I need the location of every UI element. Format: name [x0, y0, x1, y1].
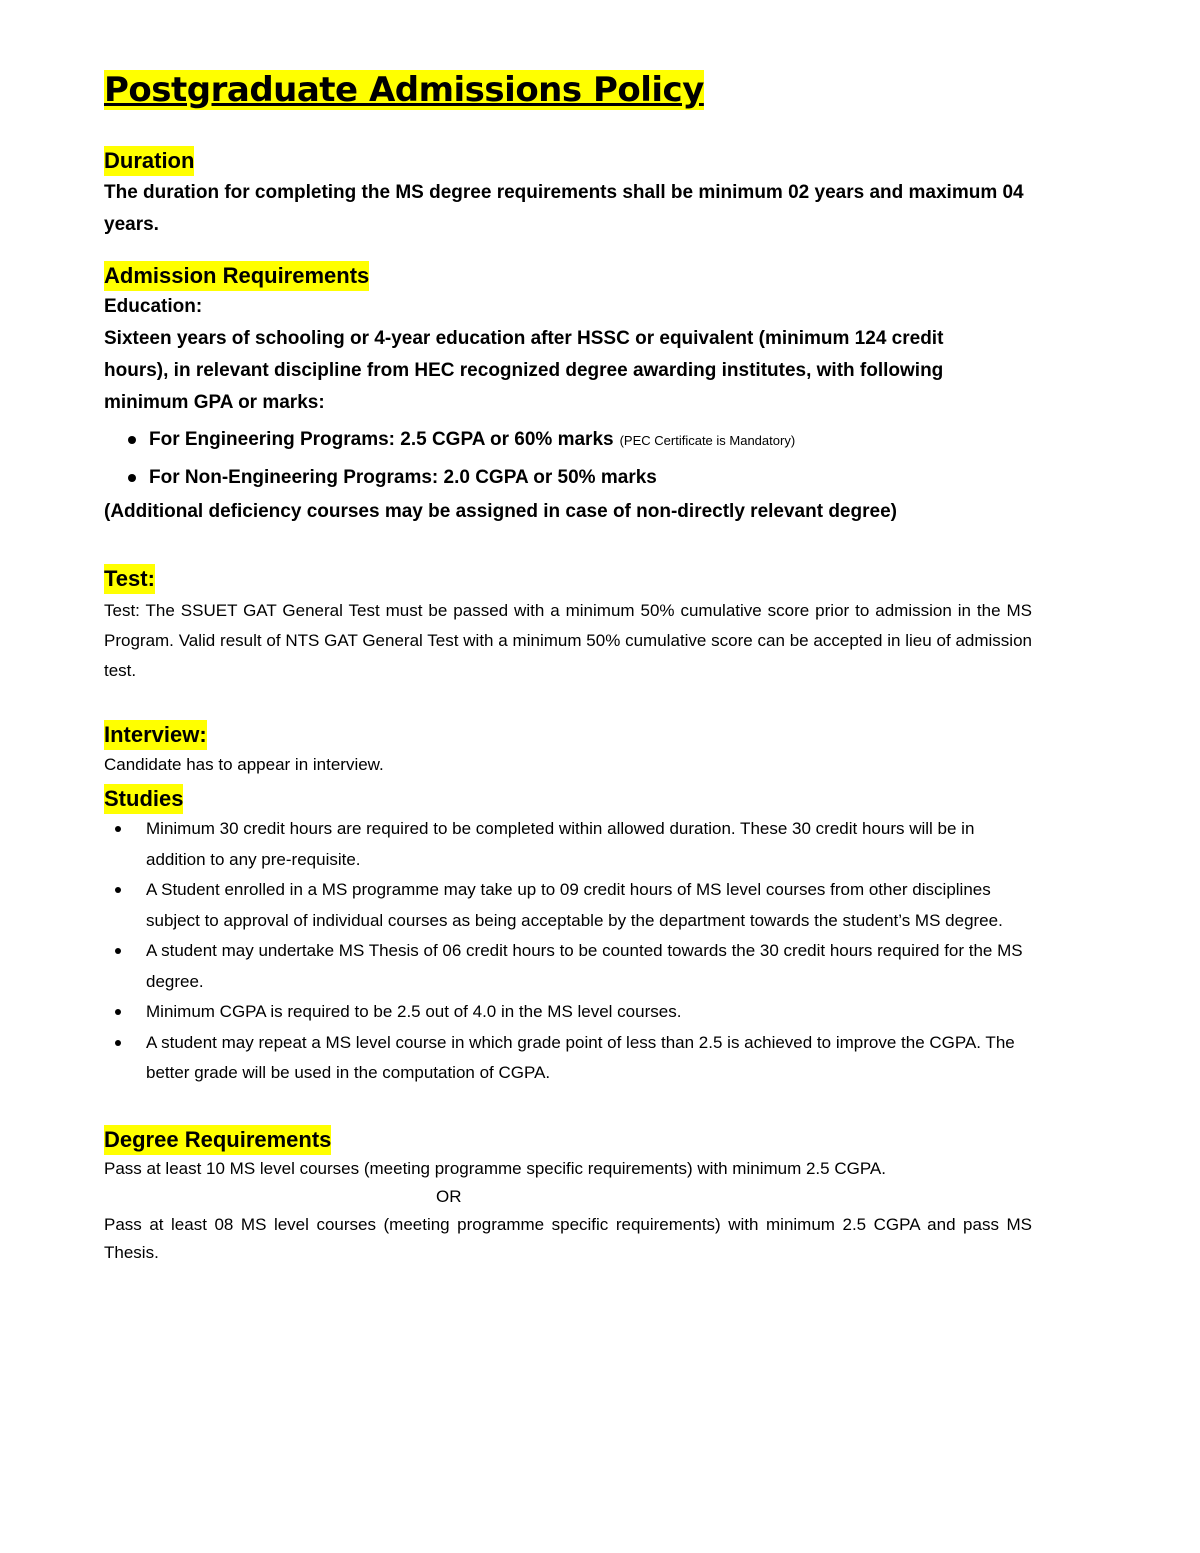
pec-note: (PEC Certificate is Mandatory): [619, 433, 796, 448]
studies-bullet: Minimum CGPA is required to be 2.5 out of 4.0 in the MS level courses.: [104, 997, 1034, 1028]
admission-bullet-text: For Engineering Programs: 2.5 CGPA or 60% marks: [149, 429, 614, 450]
studies-bullet: A student may undertake MS Thesis of 06 credit hours to be counted towards the 30 credit hours required for the MS degree.: [104, 936, 1034, 997]
admission-heading: Admission Requirements: [104, 261, 369, 291]
studies-bullet: Minimum 30 credit hours are required to be completed within allowed duration. These 30 credit hours will be in addition to any pre-requisite.: [104, 814, 1034, 875]
studies-heading: Studies: [104, 784, 183, 814]
interview-heading: Interview:: [104, 720, 207, 750]
interview-text: Candidate has to appear in interview.: [104, 755, 384, 774]
test-section: [104, 564, 1064, 686]
test-heading: Test:: [104, 564, 155, 594]
admission-section: [104, 261, 1064, 528]
degree-or: OR: [436, 1186, 462, 1206]
duration-heading: Duration: [104, 146, 194, 176]
admission-bullet-text: For Non-Engineering Programs: 2.0 CGPA or 50% marks: [149, 467, 657, 488]
additional-note: (Additional deficiency courses may be assigned in case of non-directly relevant degree): [104, 501, 897, 522]
additional-note-block: [104, 496, 1064, 528]
duration-text: The duration for completing the MS degree requirements shall be minimum 02 years and maximum 04 years.: [104, 182, 1024, 235]
education-block: [104, 291, 1004, 419]
admission-bullet-list: [104, 421, 1064, 496]
duration-text-block: [104, 177, 1064, 241]
interview-section: [104, 720, 1064, 780]
admission-bullet-engineering: [104, 421, 1064, 459]
studies-bullet: A student may repeat a MS level course in which grade point of less than 2.5 is achieved to improve the CGPA. The better grade will be used in the computation of CGPA.: [104, 1028, 1034, 1089]
degree-option-1: Pass at least 10 MS level courses (meeting programme specific requirements) with minimum 2.5 CGPA.: [104, 1158, 886, 1178]
education-label: Education:: [104, 296, 203, 317]
test-text: Test: The SSUET GAT General Test must be passed with a minimum 50% cumulative score prior to admission in the MS Program. Valid result of NTS GAT General Test with a minimum 50% cumulative score can be accepted in lieu of admission test.: [104, 601, 1032, 680]
degree-option-2: Pass at least 08 MS level courses (meeting programme specific requirements) with minimum 2.5 CGPA and pass MS Thesis.: [104, 1214, 1032, 1262]
page-title: Postgraduate Admissions Policy: [104, 70, 704, 110]
document-page: [104, 70, 1064, 1267]
education-text: Sixteen years of schooling or 4-year education after HSSC or equivalent (minimum 124 credit hours), in relevant discipline from HEC recognized degree awarding institutes, with following minimum GPA or marks:: [104, 328, 944, 413]
degree-section: [104, 1125, 1064, 1267]
studies-bullet: A Student enrolled in a MS programme may take up to 09 credit hours of MS level courses from other disciplines subject to approval of individual courses as being acceptable by the department towards the student’s MS degree.: [104, 875, 1034, 936]
studies-bullet-list: [104, 814, 1064, 1089]
admission-bullet-non-engineering: [104, 459, 1064, 496]
studies-section: [104, 784, 1064, 1089]
duration-section: [104, 146, 1064, 241]
degree-heading: Degree Requirements: [104, 1125, 331, 1155]
